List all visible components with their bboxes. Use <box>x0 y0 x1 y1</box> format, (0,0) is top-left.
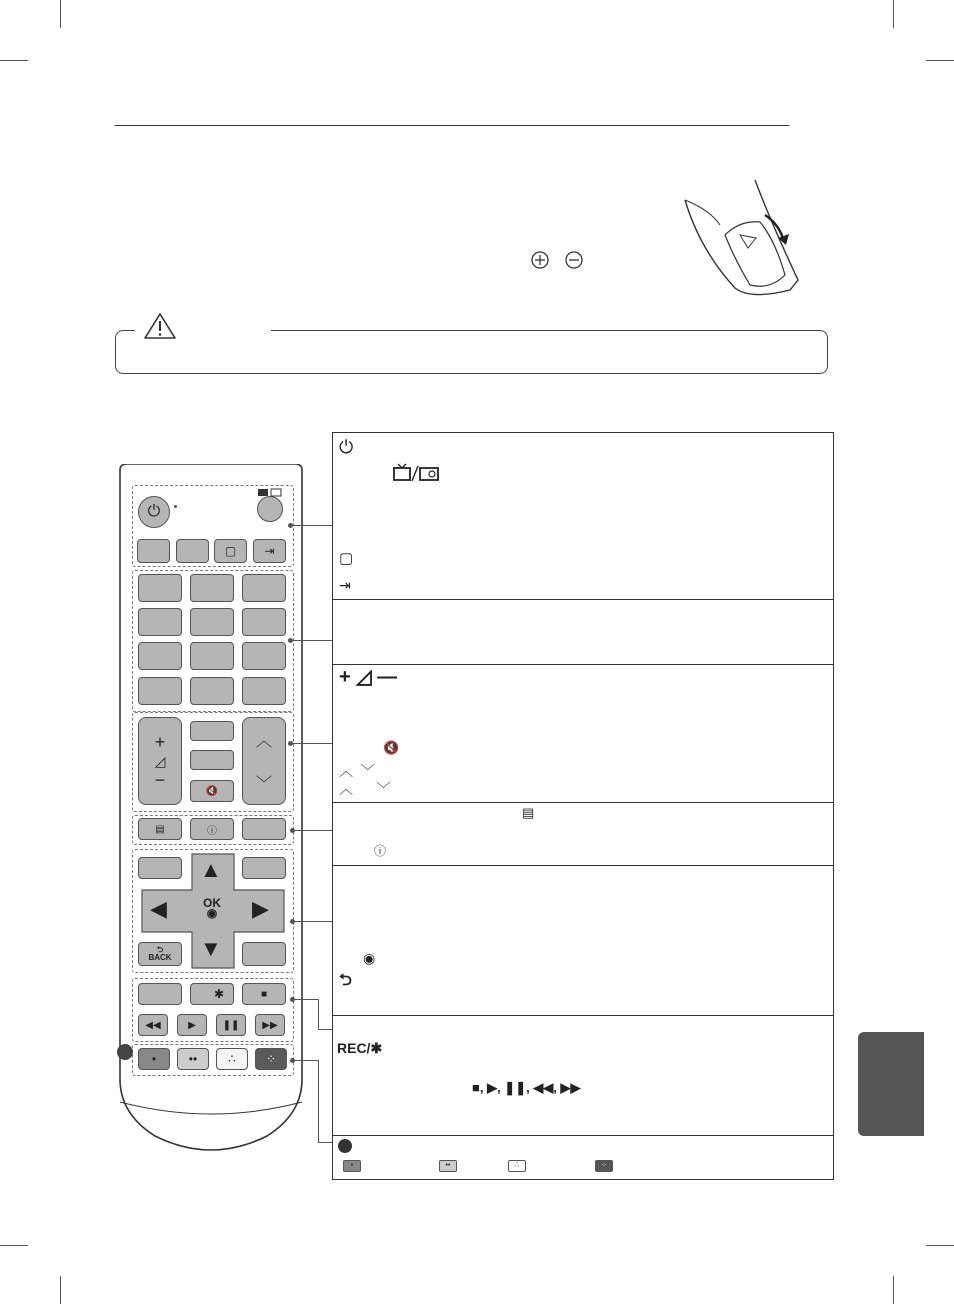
input-button[interactable]: ⇥ <box>253 539 286 563</box>
caution-box <box>115 330 828 374</box>
blue-button[interactable]: ⁘ <box>255 1048 287 1070</box>
info-icon: ⓘ <box>374 844 387 858</box>
volume-rocker[interactable] <box>138 717 182 805</box>
left-arrow-button[interactable]: ◀ <box>150 896 167 921</box>
number-button[interactable] <box>190 642 234 670</box>
number-button[interactable] <box>190 608 234 636</box>
crop-mark <box>926 60 954 61</box>
battery-polarity-icon <box>530 250 586 270</box>
number-button[interactable] <box>138 677 182 705</box>
mic-dots <box>174 505 177 508</box>
table-row <box>333 599 833 600</box>
number-button[interactable] <box>138 574 182 602</box>
leader-line <box>318 999 319 1029</box>
number-button[interactable] <box>138 642 182 670</box>
crop-mark <box>893 0 894 28</box>
rec-label: REC/✱ <box>337 1040 383 1056</box>
ok-icon: ◉ <box>363 950 376 966</box>
key-button[interactable] <box>138 983 182 1005</box>
leader-line <box>294 1060 318 1061</box>
table-row <box>333 865 833 866</box>
red-button[interactable]: • <box>138 1048 170 1070</box>
pause-button[interactable]: ❚❚ <box>216 1014 246 1036</box>
crop-mark <box>893 1276 894 1304</box>
key-button[interactable] <box>176 539 209 563</box>
play-button[interactable]: ▶ <box>177 1014 207 1036</box>
channel-up-down-icon: ︿ ﹀ <box>339 763 375 779</box>
leader-line <box>292 525 332 526</box>
right-arrow-button[interactable]: ▶ <box>252 896 269 921</box>
red-icon: • <box>343 1160 361 1172</box>
input-icon: ⇥ <box>339 577 351 593</box>
tv-radio-icon <box>257 487 283 497</box>
leader-line <box>318 1142 332 1143</box>
leader-line <box>318 1029 332 1030</box>
leader-line <box>294 999 318 1000</box>
tv-radio-icon <box>392 463 440 483</box>
back-label: BACK <box>148 953 172 962</box>
key-button[interactable] <box>242 942 286 966</box>
teletext-icon: ▤ <box>522 805 535 820</box>
color-key-marker <box>117 1044 133 1060</box>
playback-controls-label: ■, ▶, ❚❚, ◀◀, ▶▶ <box>472 1080 581 1095</box>
table-row <box>333 1015 833 1016</box>
volume-plus-minus-icon: + ◿ — <box>339 666 398 688</box>
channel-up-icon: ︿ <box>255 733 272 750</box>
mute-icon: 🔇 <box>383 740 400 755</box>
number-button[interactable] <box>242 608 286 636</box>
leader-line <box>292 743 332 744</box>
color-key-marker <box>338 1139 352 1153</box>
ratio-icon: ▢ <box>339 550 354 567</box>
ok-label: OK <box>203 896 221 910</box>
power-icon: ⏻ <box>339 437 354 457</box>
teletext-button[interactable]: ▤ <box>138 818 182 840</box>
number-button[interactable] <box>242 677 286 705</box>
yellow-button[interactable]: ∴ <box>216 1048 248 1070</box>
number-button[interactable] <box>242 642 286 670</box>
key-button[interactable] <box>190 750 234 770</box>
back-button[interactable]: ⮌ BACK <box>138 942 182 966</box>
crop-mark <box>60 0 61 28</box>
power-button[interactable]: ⏻ <box>138 496 170 528</box>
program-rocker[interactable] <box>242 717 286 805</box>
leader-line <box>294 921 332 922</box>
crop-mark <box>60 1276 61 1304</box>
section-tab <box>858 1032 924 1136</box>
key-button[interactable] <box>190 721 234 741</box>
key-button[interactable] <box>242 818 286 840</box>
down-arrow-button[interactable]: ▼ <box>200 936 222 961</box>
leader-line <box>294 830 332 831</box>
green-button[interactable]: •• <box>177 1048 209 1070</box>
table-row <box>333 664 833 665</box>
number-button[interactable] <box>190 574 234 602</box>
blue-icon: ⁘ <box>595 1160 613 1172</box>
battery-cover-illustration <box>680 180 810 300</box>
tv-radio-button[interactable] <box>257 496 283 522</box>
volume-icon: ◿ <box>154 752 166 769</box>
ok-button[interactable]: OK ◉ <box>203 896 221 920</box>
warning-triangle-icon <box>143 312 177 340</box>
back-icon: ⮌ <box>339 972 352 989</box>
table-row <box>333 1135 833 1136</box>
volume-minus-icon: − <box>154 769 166 790</box>
leader-line <box>318 1060 319 1142</box>
crop-mark <box>0 60 28 61</box>
channel-down-icon: ﹀ <box>255 776 272 793</box>
volume-plus-icon: + <box>154 731 166 752</box>
mute-button[interactable]: 🔇 <box>190 780 234 802</box>
crop-mark <box>0 1245 28 1246</box>
yellow-icon: ∴ <box>508 1160 526 1172</box>
number-button[interactable] <box>242 574 286 602</box>
number-button[interactable] <box>138 608 182 636</box>
table-row <box>333 802 833 803</box>
rec-label: ✱ <box>213 987 225 1001</box>
info-button[interactable]: ⓘ <box>190 818 234 840</box>
rewind-button[interactable]: ◀◀ <box>138 1014 168 1036</box>
stop-button[interactable]: ■ <box>242 983 286 1005</box>
rec-button[interactable] <box>190 983 234 1005</box>
header-rule <box>115 125 789 126</box>
crop-mark <box>926 1245 954 1246</box>
green-icon: •• <box>439 1160 457 1172</box>
channel-up-down-icon: ︿ ﹀ <box>339 781 391 797</box>
number-button[interactable] <box>190 677 234 705</box>
fast-forward-button[interactable]: ▶▶ <box>255 1014 285 1036</box>
ratio-button[interactable]: ▢ <box>214 539 247 563</box>
leader-line <box>292 640 332 641</box>
function-table <box>332 432 834 1180</box>
up-arrow-button[interactable]: ▲ <box>200 857 222 882</box>
key-button[interactable] <box>137 539 170 563</box>
